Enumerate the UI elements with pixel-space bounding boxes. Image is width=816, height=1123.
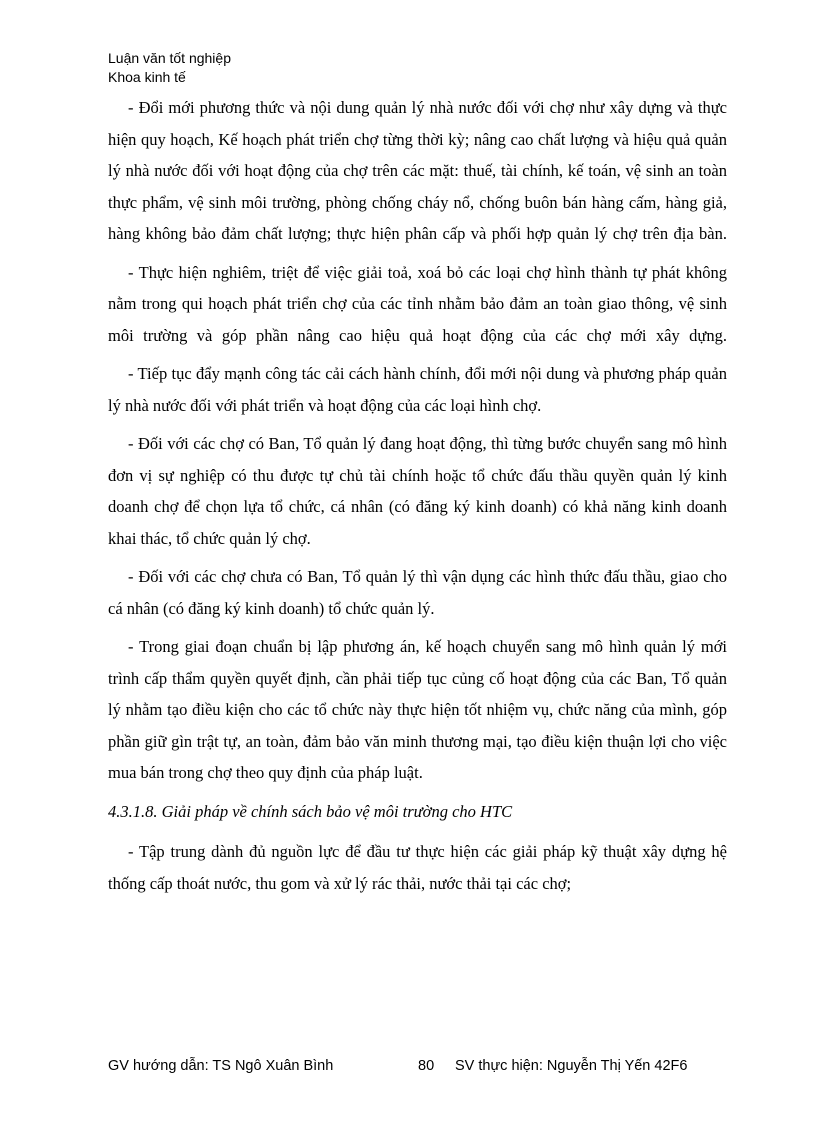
page-header	[108, 49, 231, 87]
document-body	[108, 92, 727, 906]
section-heading: 4.3.1.8. Giải pháp về chính sách bảo vệ môi trường cho HTC	[108, 801, 513, 821]
page-number: 80	[418, 1058, 435, 1074]
paragraph-7: - Tập trung dành đủ nguồn lực để đầu tư thực hiện các giải pháp kỹ thuật xây dựng hệ thống cấp thoát nước, thu gom và xử lý rác thải, nước thải tại các chợ;	[108, 842, 727, 893]
paragraph-3: - Tiếp tục đẩy mạnh công tác cải cách hành chính, đổi mới nội dung và phương pháp quản lý nhà nước đối với phát triển và hoạt động của các loại hình chợ.	[108, 364, 727, 415]
thesis-label: Luận văn tốt nghiệp	[108, 50, 231, 66]
paragraph-2: - Thực hiện nghiêm, triệt để việc giải toả, xoá bỏ các loại chợ hình thành tự phát không nằm trong qui hoạch phát triển chợ của các tỉnh nhằm bảo đảm an toàn giao thông, vệ sinh môi trường và góp phần nâng cao hiệu quả hoạt động của các chợ mới xây dựng.	[108, 262, 727, 345]
faculty-label: Khoa kinh tế	[108, 69, 186, 85]
paragraph-4: - Đối với các chợ có Ban, Tổ quản lý đang hoạt động, thì từng bước chuyển sang mô hình đơn vị sự nghiệp có thu được tự chủ tài chính hoặc tổ chức đấu thầu quyền quản lý kinh doanh chợ để chọn lựa tổ chức, cá nhân (có đăng ký kinh doanh) có khả năng kinh doanh khai thác, tổ chức quản lý chợ.	[108, 434, 727, 548]
paragraph-5: - Đối với các chợ chưa có Ban, Tổ quản lý thì vận dụng các hình thức đấu thầu, giao cho cá nhân (có đăng ký kinh doanh) tổ chức quản lý.	[108, 567, 727, 618]
advisor-label: GV hướng dẫn: TS Ngô Xuân Bình	[108, 1058, 334, 1074]
student-label: SV thực hiện: Nguyễn Thị Yến 42F6	[455, 1058, 688, 1074]
paragraph-1: - Đổi mới phương thức và nội dung quản lý nhà nước đối với chợ như xây dựng và thực hiện quy hoạch, Kế hoạch phát triển chợ từng thời kỳ; nâng cao chất lượng và hiệu quả quản lý nhà nước đối với hoạt động của chợ trên các mặt: thuế, tài chính, kế toán, vệ sinh an toàn thực phẩm, vệ sinh môi trường, phòng chống cháy nổ, chống buôn bán hàng cấm, hàng giả, hàng không bảo đảm chất lượng; thực hiện phân cấp và phối hợp quản lý chợ trên địa bàn.	[108, 98, 727, 243]
paragraph-6: - Trong giai đoạn chuẩn bị lập phương án, kế hoạch chuyển sang mô hình quản lý mới trình cấp thẩm quyền quyết định, cần phải tiếp tục củng cố hoạt động của các Ban, Tổ quản lý nhằm tạo điều kiện cho các tổ chức này thực hiện tốt nhiệm vụ, chức năng của mình, góp phần giữ gìn trật tự, an toàn, đảm bảo văn minh thương mại, tạo điều kiện thuận lợi cho việc mua bán trong chợ theo quy định của pháp luật.	[108, 637, 727, 782]
